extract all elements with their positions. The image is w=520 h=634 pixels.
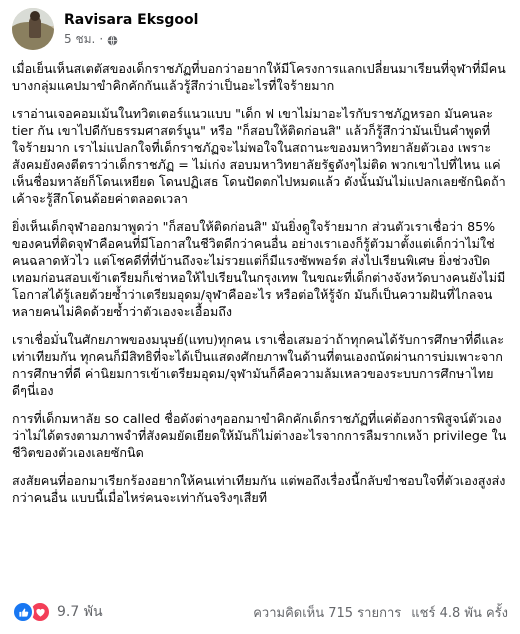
engagement-stats (253, 602, 508, 623)
post-paragraph: สงสัยคนที่ออกมาเรียกร้องอยากให้คนเท่าเทียมกัน แต่พอถึงเรื่องนี้กลับขำชอบใจที่ตัวเองสูงส่งกว่าคนอื่น แบบนี้เมื่อไหร่คนจะเท่ากันจริงๆเสียที (12, 473, 506, 505)
comments-count-link[interactable]: ความคิดเห็น 715 รายการ (253, 605, 402, 621)
post-paragraph: เมื่อเย็นเห็นสเตตัสของเด็กราชภัฏที่บอกว่าอยากให้มีโครงการแลกเปลี่ยนมาเรียนที่จุฬาที่มีคนบางกลุ่มแคปมาขำคิกคักกันแล้วรู้สึกว่าเป็นอะไรที่ใจร้ายมาก (12, 61, 506, 93)
reaction-summary[interactable] (12, 601, 103, 623)
reaction-count[interactable]: 9.7 พัน (57, 604, 103, 620)
globe-icon[interactable] (107, 34, 118, 45)
post-time[interactable]: 5 ชม. (64, 32, 96, 46)
post-subline (64, 31, 198, 47)
post-text (12, 60, 508, 517)
post-paragraph: การที่เด็กมหาลัย so called ชื่อดังต่างๆออกมาขำคิกคักเด็กราชภัฏที่แค่ต้องการพิสูจน์ตัวเองว่าไม่ได้ตรงตามภาพจำที่สังคมยัดเยียดให้มันก็ไม่ต่างอะไรจากการลืมรากเหง้า privilege ในชีวิตของตัวเองเลยซักนิด (12, 411, 507, 460)
meta-separator: · (99, 32, 104, 46)
avatar[interactable] (12, 8, 54, 50)
post-paragraph: เราอ่านเจอคอมเม้นในทวิตเตอร์แนวแบบ "เด็ก ฟ เขาไม่มาอะไรกับราชภัฏหรอก มันคนละ tier กัน เขาไปดีกับธรรมศาสตร์นูน" หรือ "ก็สอบให้ติดก่อนสิ" แล้วก็รู้สึกว่ามันเป็นคำพูดที่ใจร้ายมาก เราไม่แปลกใจที่เด็กราชภัฏจะไม่พอใจในสถานะของมหาวิทยาลัยตัวเอง เพราะสังคมยังคงตีตราว่าเด็กราชภัฏ = ไม่เก่ง สอบมหาวิทยาลัยรัฐดังๆไม่ติด พวกเขาไปที่ไหน แค่เห็นชื่อมหาลัยก็โดนเหยียด โดนปฏิเสธ โดนปัดตกไปหมดแล้ว ดังนั้นมันไม่แปลกเลยซักนิดถ้าเค้าจะรู้สึกโดนด้อยค่าตลอดเวลา (12, 106, 506, 206)
shares-count-link[interactable]: แชร์ 4.8 พัน ครั้ง (411, 605, 508, 621)
post-footer (12, 599, 508, 625)
like-icon (12, 601, 34, 623)
post-paragraph: เราเชื่อมั่นในศักยภาพของมนุษย์(แทบ)ทุกคน เราเชื่อเสมอว่าถ้าทุกคนได้รับการศึกษาที่ดีและเท่าเทียมกัน ทุกคนก็มีสิทธิที่จะได้เป็นแสดงศักยภาพในด้านที่ตนเองถนัดผ่านการบ่มเพาะจากการศึกษาที่ดี ค่านิยมการเข้าเตรียมอุดม/จุฬามันก็คือความล้มเหลวของระบบการศึกษาไทยดีๆนี่เอง (12, 332, 505, 398)
post-meta (64, 11, 198, 47)
post-header (12, 8, 198, 50)
author-name[interactable]: Ravisara Eksgool (64, 12, 199, 28)
post-paragraph: ยิ่งเห็นเด็กจุฬาออกมาพูดว่า "ก็สอบให้ติดก่อนสิ" มันยิ่งดูใจร้ายมาก ส่วนตัวเราเชื่อว่า 85% ของคนที่ติดจุฬาคือคนที่มีโอกาสในชีวิตดีกว่าคนอื่น อย่างเราเองก็รู้ตัวมาตั้งแต่เด็กว่าไม่ใช่คนฉลาดหัวไว แต่โชคดีที่ที่บ้านถึงจะไม่รวยแต่ก็มีแรงซัพพอร์ต ส่งไปเรียนพิเศษ ยิ่งช่วงปิดเทอมก่อนสอบเข้าเตรียมก็เช่าหอให้ไปเรียนในกรุงเทพ ในขณะที่เด็กต่างจังหวัดบางคนยังไม่มีโอกาสได้รู้เลยด้วยซ้ำว่าเตรียมอุดม/จุฬาคืออะไร หรือต่อให้รู้จัก มันก็เป็นความฝันที่ไกลจนหลายคนไม่คิดด้วยซ้ำว่าตัวเองจะเอื้อมถึง (12, 219, 506, 319)
